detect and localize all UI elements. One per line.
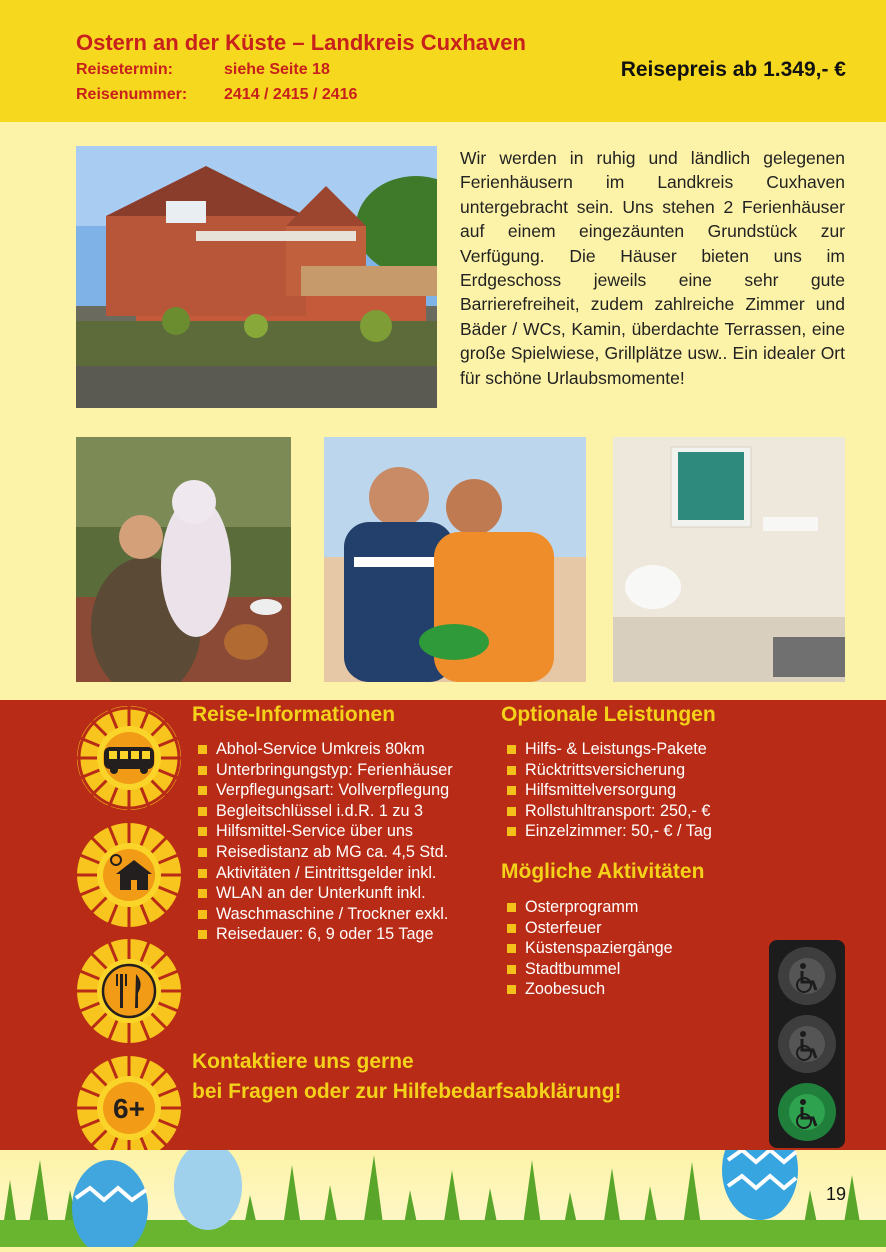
cutlery-icon [76,938,182,1044]
list-item: Abhol-Service Umkreis 80km [195,739,453,760]
contact-callout [192,1047,621,1107]
list-item: Begleitschlüssel i.d.R. 1 zu 3 [195,801,453,822]
wheelchair-icon-green [778,1083,836,1141]
list-item: Verpflegungsart: Vollverpflegung [195,780,453,801]
travel-number-label: Reisenummer: [76,86,188,103]
bus-icon [76,705,182,811]
list-item: Unterbringungstyp: Ferienhäuser [195,760,453,781]
list-item: Küstenspaziergänge [504,938,673,959]
list-item: Stadtbummel [504,959,673,980]
list-item: Hilfsmittelversorgung [504,780,712,801]
travel-number-value: 2414 / 2415 / 2416 [224,86,358,103]
reise-info-title: Reise-Informationen [192,703,396,726]
holiday-house-photo [76,146,437,408]
list-item: Osterfeuer [504,918,673,939]
list-item: Waschmaschine / Trockner exkl. [195,904,453,925]
list-item: Hilfs- & Leistungs-Pakete [504,739,712,760]
two-friends-photo [324,437,586,682]
page-number: 19 [825,1184,846,1204]
list-item: Rücktrittsversicherung [504,760,712,781]
grass-border [0,1150,886,1247]
easter-costume-photo [76,437,291,682]
activities-list [504,897,673,1000]
optional-services-title: Optionale Leistungen [501,703,716,726]
age-badge-label: 6+ [113,1093,145,1124]
age-badge-icon [76,1055,182,1161]
wheelchair-icon-yellow [778,1015,836,1073]
travel-date-label: Reisetermin: [76,61,173,78]
list-item: Einzelzimmer: 50,- € / Tag [504,821,712,842]
price-label: Reisepreis ab 1.349,- € [620,58,846,81]
intro-paragraph: Wir werden in ruhig und ländlich gelegenen Ferienhäusern im Landkreis Cuxhaven untergebracht sein. Uns stehen 2 Ferienhäuser auf einem eingezäunten Grundstück zur Verfügung. Die Häuser bieten uns im Erdgeschoss jeweils eine sehr gute Barrierefreiheit, zudem zahlreiche Zimmer und Bäder / WCs, Kamin, überdachte Terrassen, eine große Spielwiese, Grillplätze usw.. Ein idealer Ort für schöne Urlaubsmomente! [460,148,845,388]
list-item: Reisedistanz ab MG ca. 4,5 Std. [195,842,453,863]
list-item: Rollstuhltransport: 250,- € [504,801,712,822]
accessible-bathroom-photo [613,437,845,682]
list-item: Aktivitäten / Eintrittsgelder inkl. [195,863,453,884]
wheelchair-icon-red [778,947,836,1005]
contact-line-2: bei Fragen oder zur Hilfebedarfsabklärung! [192,1080,622,1103]
list-item: Zoobesuch [504,979,673,1000]
travel-date-value: siehe Seite 18 [224,61,330,78]
list-item: Hilfsmittel-Service über uns [195,821,453,842]
reise-info-list [195,739,453,945]
list-item: Reisedauer: 6, 9 oder 15 Tage [195,924,453,945]
accessibility-traffic-light [769,940,845,1148]
list-item: Osterprogramm [504,897,673,918]
optional-services-list [504,739,712,842]
activities-title: Mögliche Aktivitäten [501,860,705,883]
contact-line-1: Kontaktiere uns gerne [192,1050,414,1073]
page-title: Ostern an der Küste – Landkreis Cuxhaven [76,30,526,55]
house-sun-icon [76,822,182,928]
list-item: WLAN an der Unterkunft inkl. [195,883,453,904]
